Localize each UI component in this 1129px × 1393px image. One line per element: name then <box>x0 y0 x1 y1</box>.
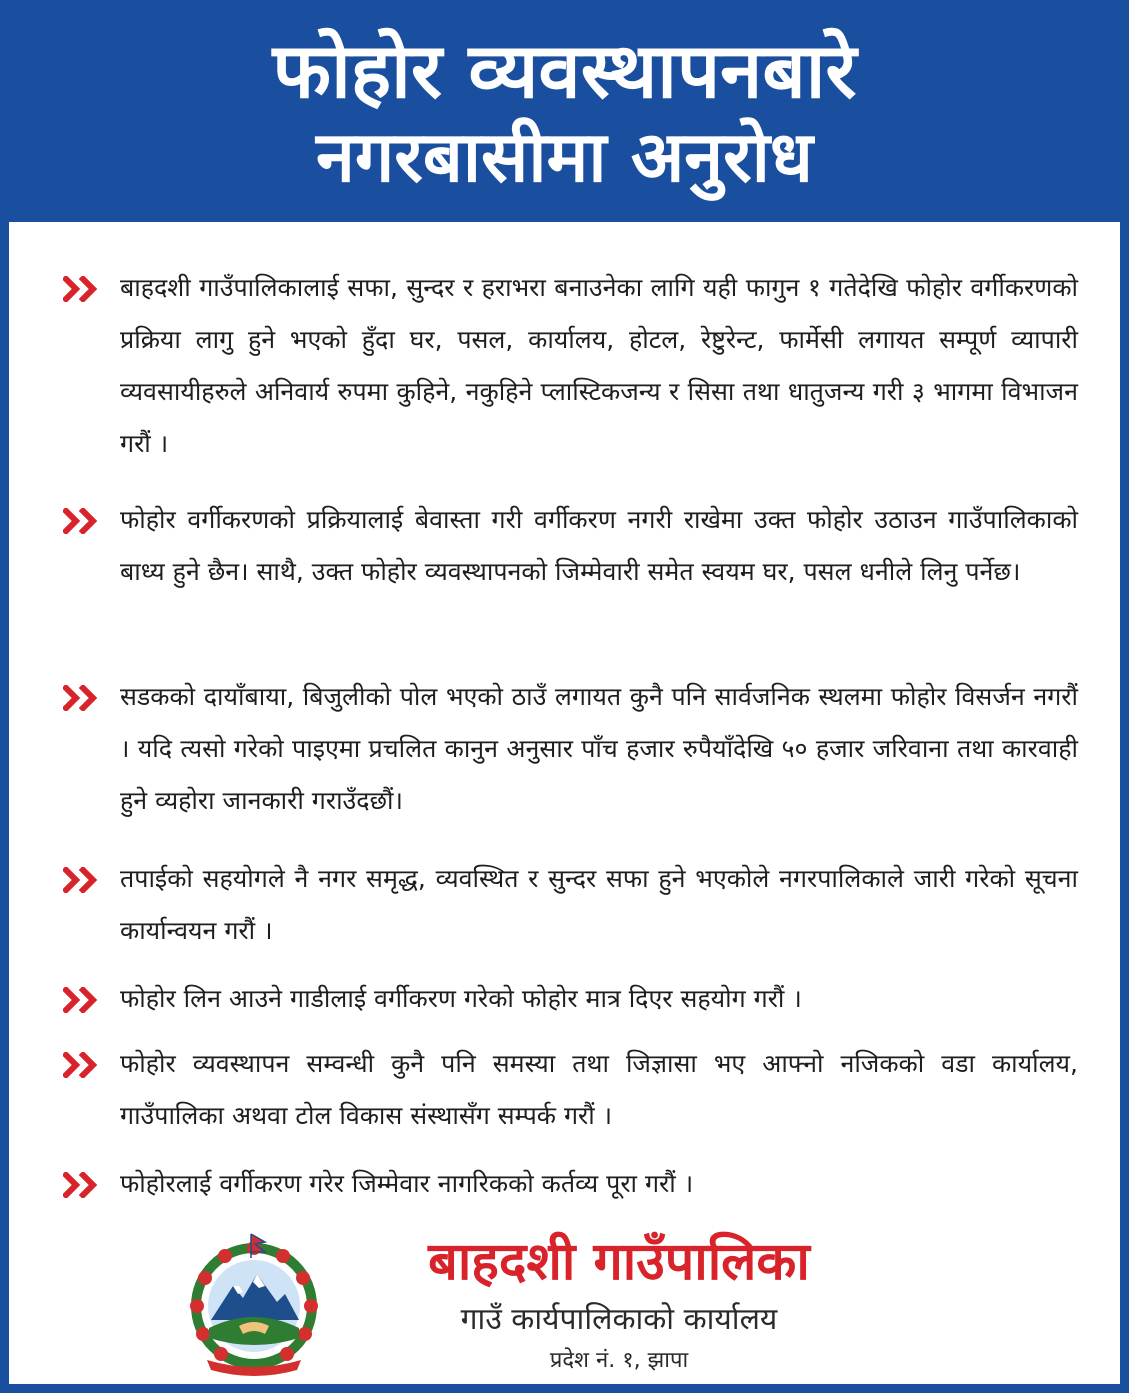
office-name: गाउँ कार्यपालिकाको कार्यालय <box>460 1302 778 1337</box>
notice-text: फोहोर लिन आउने गाडीलाई वर्गीकरण गरेको फोहोर मात्र दिएर सहयोग गरौं । <box>120 984 802 1013</box>
notice-text: बाहदशी गाउँपालिकालाई सफा, सुन्दर र हराभरा बनाउनेका लागि यही फागुन १ गतेदेखि फोहोर वर्गीकरणको प्रक्रिया लागु हुने भएको हुँदा घर, पसल, कार्यालय, होटल, रेष्टुरेन्ट, फार्मेसी लगायत सम्पूर्ण व्यापारी व्यवसायीहरुले अनिवार्य रुपमा कुहिने, नकुहिने प्लास्टिकजन्य र सिसा तथा धातुजन्य गरी ३ भागमा विभाजन गरौं । <box>120 273 1078 458</box>
double-chevron-right-icon <box>63 987 103 1013</box>
notice-text: फोहोर वर्गीकरणको प्रक्रियालाई बेवास्ता गरी वर्गीकरण नगरी राखेमा उक्त फोहोर उठाउन गाउँपालिकाको बाध्य हुने छैन। साथै, उक्त फोहोर व्यवस्थापनको जिम्मेवारी समेत स्वयम घर, पसल धनीले लिनु पर्नेछ। <box>120 505 1078 586</box>
double-chevron-right-icon <box>63 1172 103 1198</box>
notice-text: फोहोर व्यवस्थापन सम्वन्धी कुनै पनि समस्या तथा जिज्ञासा भए आफ्नो नजिकको वडा कार्यालय, गाउँपालिका अथवा टोल विकास संस्थासँग सम्पर्क गरौं । <box>120 1049 1078 1130</box>
footer <box>9 1222 1120 1384</box>
double-chevron-right-icon <box>63 508 103 534</box>
page-subtitle: नगरबासीमा अनुरोध <box>316 116 813 199</box>
page-title: फोहोर व्यवस्थापनबारे <box>272 26 857 116</box>
nepal-government-emblem-icon <box>181 1228 327 1378</box>
notice-panel <box>9 222 1120 1384</box>
notice-list <box>9 222 1120 1222</box>
header-banner <box>0 0 1129 222</box>
notice-text: फोहोरलाई वर्गीकरण गरेर जिम्मेवार नागरिकको कर्तव्य पूरा गरौं । <box>120 1169 694 1198</box>
notice-text: सडकको दायाँबाया, बिजुलीको पोल भएको ठाउँ लगायत कुनै पनि सार्वजनिक स्थलमा फोहोर विसर्जन नगरौं । यदि त्यसो गरेको पाइएमा प्रचलित कानुन अनुसार पाँच हजार रुपैयाँदेखि ५० हजार जरिवाना तथा कारवाही हुने व्यहोरा जानकारी गराउँदछौं। <box>120 682 1078 815</box>
double-chevron-right-icon <box>63 685 103 711</box>
org-name: बाहदशी गाउँपालिका <box>428 1232 810 1292</box>
double-chevron-right-icon <box>63 276 103 302</box>
notice-text: तपाईको सहयोगले नै नगर समृद्ध, व्यवस्थित र सुन्दर सफा हुने भएकोले नगरपालिकाले जारी गरेको सूचना कार्यान्वयन गरौं । <box>120 864 1078 945</box>
office-location: प्रदेश नं. १, झापा <box>549 1348 689 1373</box>
double-chevron-right-icon <box>63 1052 103 1078</box>
double-chevron-right-icon <box>63 867 103 893</box>
